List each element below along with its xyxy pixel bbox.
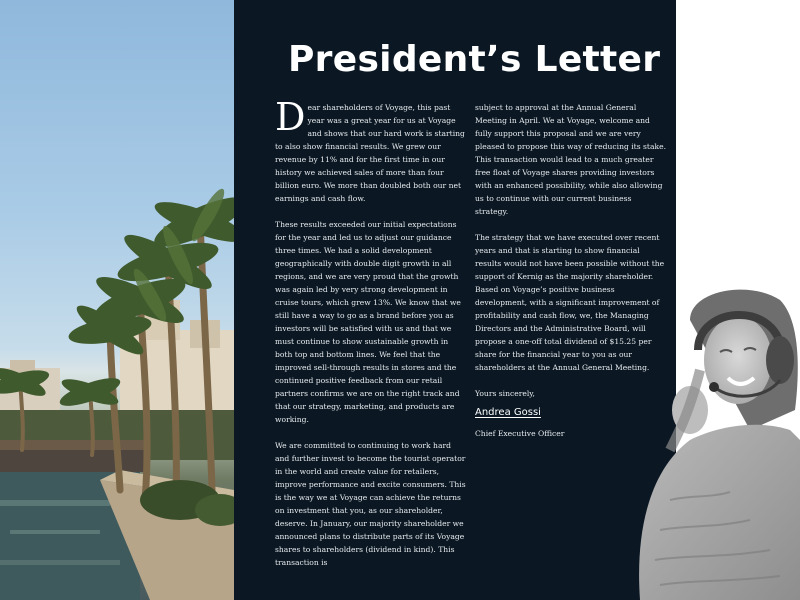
letter-paragraph	[275, 95, 467, 205]
ceo-portrait-photo	[630, 280, 800, 600]
signatory-role: Chief Executive Officer	[475, 429, 565, 438]
letter-panel	[234, 0, 676, 600]
paragraph-text: ear shareholders of Voyage, this past year was a great year for us at Voyage and shows that our hard work is starting to also show financial results. We grew our revenue by 11% and for the first time in our history we achieved sales of more than four billion euro. We more than doubled both our net earnings and cash flow.	[275, 103, 465, 203]
drop-cap: D	[275, 95, 306, 139]
portrait-illustration	[630, 280, 800, 600]
closing-line: Yours sincerely,	[475, 389, 535, 398]
palm-canal-illustration	[0, 0, 234, 600]
signature-name: Andrea Gossi	[475, 407, 541, 418]
letter-paragraph: These results exceeded our initial expectations for the year and led us to adjust our guidance three times. We had a solid development geographically with double digit growth in all regions, and we are very proud that the growth was again led by very strong development in cruise tours, which grew 13%. We know that we still have a way to go as a brand before you as investors will be satisfied with us and that we must continue to show sustainable growth in both top and bottom lines. We feel that the improved sell-through results in stores and the continued positive feedback from our retail partners confirms we are on the right track and that our strategy, marketing, and products are working.	[275, 220, 461, 424]
palm-canal-photo	[0, 0, 234, 600]
letter-paragraph: The strategy that we have executed over recent years and that is starting to show financial results would not have been possible without the support of Kernig as the majority shareholder. Based on Voyage’s positive business development, with a significant improvement of profitability and cash flow, we, the Managing Directors and the Administrative Board, will propose a one-off total dividend of $15.25 per share for the financial year to you as our shareholders at the Annual General Meeting.	[475, 233, 665, 372]
letter-paragraph: subject to approval at the Annual General Meeting in April. We at Voyage, welcome and fully support this proposal and we are very pleased to propose this way of reducing its stake. This transaction would lead to a much greater free float of Voyage shares providing investors with an enhanced possibility, while also allowing us to continue with our current business strategy.	[475, 103, 667, 216]
letter-column-1	[275, 95, 467, 582]
letter-paragraph: We are committed to continuing to work hard and further invest to become the tourist operator in the world and create value for retailers, improve performance and excite consumers. This is the way we at Voyage can achieve the returns on investment that you, as our shareholder, deserve. In January, our majority shareholder we announced plans to distribute parts of its Voyage shares to shareholders (dividend in kind). This transaction is	[275, 441, 466, 567]
page-title: President’s Letter	[288, 39, 661, 80]
